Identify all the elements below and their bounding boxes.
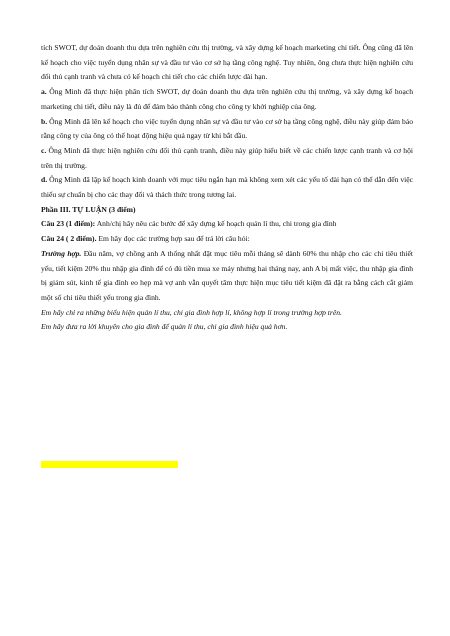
question-23-label: Câu 23 (1 điểm): <box>41 219 96 229</box>
case-paragraph <box>41 247 413 306</box>
option-d <box>41 173 413 202</box>
option-d-label: d. <box>41 175 48 185</box>
question-23 <box>41 217 413 232</box>
option-a-text: Ông Minh đã thực hiện phân tích SWOT, dự đoán doanh thu dựa trên nghiên cứu thị trường, và xây dựng kế hoạch marketing chi tiết, điều này là đủ để đảm bảo thành công cho công ty khởi nghiệp của ông. <box>41 87 413 111</box>
task-2: Em hãy đưa ra lời khuyên cho gia đình để quản lí thu, chi gia đình hiệu quả hơn. <box>41 322 288 332</box>
option-b <box>41 115 413 144</box>
option-a-label: a. <box>41 87 47 97</box>
option-b-label: b. <box>41 116 48 126</box>
option-c-text: Ông Minh đã thực hiện nghiên cứu đối thủ cạnh tranh, điều này giúp hiểu biết về các chiến lược cạnh tranh và cơ hội trên thị trường. <box>41 145 413 170</box>
question-23-text: Anh/chị hãy nêu các bước để xây dựng kế hoạch quản lí thu, chi trong gia đình <box>95 219 337 229</box>
option-d-text: Ông Minh đã lập kế hoạch kinh doanh với mục tiêu ngắn hạn mà không xem xét các yếu tố dài hạn có thể dẫn đến việc thiếu sự chuẩn bị cho các thay đổi và thách thức trong tương lai. <box>41 175 413 200</box>
case-text: Đầu năm, vợ chồng anh A thống nhất đặt mục tiêu mỗi tháng sẽ dành 60% thu nhập cho các chi tiêu thiết yếu, tiết kiệm 20% thu nhập gia đình để có đủ tiền mua xe máy nhưng hai tháng nay, anh A bị mất việc, thu nhập gia đình bị giảm sút, kinh tế gia đình eo hẹp mà vợ anh vẫn quyết tâm thực hiện mục tiêu tiết kiệm đã đặt ra bằng cách cắt giảm một số chi tiêu thiết yếu trong gia đình. <box>41 248 413 302</box>
yellow-highlight-bar <box>41 461 178 468</box>
question-24-label: Câu 24 ( 2 điểm). <box>41 234 97 244</box>
case-label: Trường hợp. <box>41 248 82 258</box>
task-1: Em hãy chỉ ra những biểu hiện quản lí thu, chi gia đình hợp lí, không hợp lí trong trường hợp trên. <box>41 307 342 317</box>
option-c-label: c. <box>41 145 47 155</box>
part3-heading: Phần III. TỰ LUẬN (3 điểm) <box>41 204 136 214</box>
option-a <box>41 85 413 114</box>
document-page <box>41 41 413 335</box>
option-c <box>41 144 413 173</box>
intro-paragraph: tích SWOT, dự đoán doanh thu dựa trên nghiên cứu thị trường, và xây dựng kế hoạch marketing chi tiết. Ông cũng đã lên kế hoạch cho việc tuyển dụng nhân sự và đầu tư vào cơ sở hạ tầng công nghệ. Tuy nhiên, ông chưa thực hiện nghiên cứu đối thủ cạnh tranh và chưa có kế hoạch chi tiết cho các chiến lược dài hạn. <box>41 43 413 82</box>
question-24 <box>41 232 413 247</box>
option-b-text: Ông Minh đã lên kế hoạch cho việc tuyển dụng nhân sự và đầu tư vào cơ sở hạ tầng công nghệ, điều này giúp đảm bảo rằng công ty của ông có thể hoạt động hiệu quả ngay từ khi bắt đầu. <box>41 116 413 141</box>
question-24-text: Em hãy đọc các trường hợp sau để trả lời câu hỏi: <box>96 234 250 244</box>
